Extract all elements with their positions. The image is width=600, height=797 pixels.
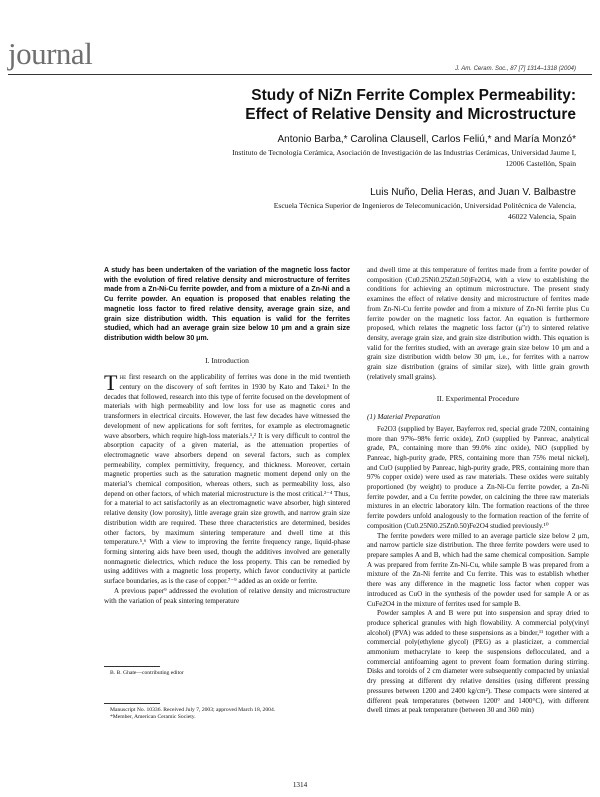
affiliation-1-line-1: Instituto de Tecnología Cerámica, Asociación de Investigación de las Industrias Cerámicas, Universidad Jaume I, bbox=[232, 148, 576, 157]
footnote-rule-2 bbox=[104, 703, 160, 704]
affiliation-2 bbox=[136, 201, 576, 222]
journal-citation: J. Am. Ceram. Soc., 87 [7] 1314–1318 (2004) bbox=[455, 66, 576, 72]
affiliation-2-line-2: 46022 Valencia, Spain bbox=[508, 211, 576, 221]
right-column bbox=[367, 266, 589, 716]
material-paragraph-1: Fe2O3 (supplied by Bayer, Bayferrox red, special grade 720N, containing more than 97%–98% ferric oxide), ZnO (supplied by Panreac, analytical grade, PA, containing more than 99.0% zinc oxide), NiO (supplied by Panreac, high-purity grade, PRS, containing more than 75% metal nickel), and CuO (supplied by Panreac, high-purity grade, PRS, containing more than 97% copper oxide) were used as raw materials. These oxides were suitably proportioned (by weight) to produce a Zn-Ni-Cu ferrite powder, a Zn-Ni ferrite powder, and a Cu ferrite powder, on calcining the three raw materials mixtures in an electric laboratory kiln. The formation reactions of the three ferrite powders unfold analogously to the formation reaction of the ferrite of composition (Cu0.25Ni0.25Zn0.50)Fe2O4 studied previously.¹⁰ bbox=[367, 424, 589, 530]
material-paragraph-3: Powder samples A and B were put into suspension and spray dried to produce spherical granules with high flowability. A commercial poly(vinyl alcohol) (PVA) was added to these suspensions as a binder,¹¹ together with a commercial poly(ethylene glycol) (PEG) as a plasticizer, a commercial ammonium methacrylate to keep the suspensions deflocculated, and a commercial antifoaming agent to prevent foam formation during stirring. Disks and toroids of 2 cm diameter were subsequently compacted by uniaxial dry pressing at different dry relative densities (using different pressing pressures between 1200 and 2400 kg/cm²). These compacts were sintered at different peak temperatures (between 1200° and 1400°C), with different dwell times at peak temperature (between 30 and 360 min) bbox=[367, 609, 589, 715]
intro-paragraph-1-text: first research on the applicability of ferrites was done in the mid twentieth century on the discovery of soft ferrites in 1930 by Kato and Takei.¹ In the decades that followed, research into this type of ferrite focused on the development of materials with high permeability and low loss for use as magnetic cores and transformers in electrical circuits. However, the last few decades have witnessed the development of new applications for soft ferrites, for example as electromagnetic wave absorbers, which require high-loss materials.¹,² It is very difficult to control the absorption capacity of a given material, as the attenuation properties of electromagnetic wave absorbers depend on several factors, such as complex permeability, complex permittivity, frequency, and thickness. Moreover, certain magnetic properties such as the saturation magnetic moment depend only on the material’s chemical composition, whereas others, such as permeability loss, also depend on other factors, of which material microstructure is the most critical.²⁻⁴ Thus, for a material to act satisfactorily as an electromagnetic wave absorber, high sintered relative density (low porosity), little average grain size growth, and narrow grain size distribution width are required. These three characteristics are determined, besides other factors, by maximum sintering temperature and dwell time at this temperature.⁵,⁶ With a view to improving the ferrite frequency range, liquid-phase forming sintering aids have been used, though the additives involved are generally nonmagnetic dielectrics, which reduce the loss property. This can be remedied by using additives with a magnetic loss property, which favor conductivity at particle surface boundaries, as is the case of copper.⁷⁻⁹ added as an oxide or ferrite. bbox=[104, 373, 350, 586]
material-paragraph-2: The ferrite powders were milled to an average particle size below 2 μm, and narrow particle size distribution. The three ferrite powders were used to prepare samples A and B, which had the same chemical composition. Sample A was prepared from ferrite Zn-Ni-Cu, while sample B was prepared from a mixture of the Zn-Ni ferrite and Cu ferrite. This was to establish whether there was any difference in the magnetic loss factor when copper was introduced as CuO in the synthesis of the powder used for sample A or as CuFe2O4 in the mixture of ferrites used for sample B. bbox=[367, 531, 589, 608]
affiliation-1-line-2: 12006 Castellón, Spain bbox=[505, 158, 576, 168]
section-heading-introduction: I. Introduction bbox=[205, 355, 249, 365]
page-number: 1314 bbox=[292, 781, 308, 789]
intro-first-word: he bbox=[119, 373, 127, 382]
subsection-heading-material: (1) Material Preparation bbox=[367, 412, 441, 422]
journal-logo-word: journal bbox=[8, 36, 93, 71]
title-line-2: Effect of Relative Density and Microstructure bbox=[245, 106, 576, 123]
manuscript-note: Manuscript No. 10336. Received July 7, 2003; approved March 18, 2004. bbox=[110, 707, 276, 714]
affiliation-1 bbox=[136, 148, 576, 169]
left-column bbox=[104, 266, 350, 721]
right-paragraph-1: and dwell time at this temperature of ferrites made from a ferrite powder of composition (Cu0.25Ni0.25Zn0.50)Fe2O4, with a view to establishing the conditions for achieving an optimum microstructure. The present study examines the effect of relative density and microstructure of ferrites made from Zn-Ni-Cu ferrite powder and from a mixture of Zn-Ni ferrite plus Cu ferrite powder on the magnetic loss factor. An equation is furthermore proposed, which relates the magnetic loss factor (μ″r) to sintered relative density, average grain size, and grain size distribution width. This equation is valid for the ferrites studied, with an average grain size below 10 μm and a grain size distribution width below 30 μm, i.e., for ferrites with a narrow grain size distribution (grains of similar size), with little grain growth (relatively small grains). bbox=[367, 266, 589, 381]
author-list-1: Antonio Barba,* Carolina Clausell, Carlos Feliú,* and María Monzó* bbox=[277, 134, 576, 145]
header-rule bbox=[8, 74, 592, 75]
abstract: A study has been undertaken of the variation of the magnetic loss factor with the evolution of fired relative density and microstructure of ferrites made from a Zn-Ni-Cu ferrite powder, and from a mixture of a Zn-Ni and a Cu ferrite powder. An equation is proposed that enables relating the magnetic loss factor to fired relative density, average grain size, and grain size distribution width. This equation is valid for the ferrites studied, which had an average grain size below 10 μm and a grain size distribution width below 30 μm. bbox=[104, 267, 350, 342]
section-heading-experimental: II. Experimental Procedure bbox=[436, 394, 520, 404]
contributing-editor-note: B. B. Ghate—contributing editor bbox=[110, 670, 184, 677]
title-line-1: Study of NiZn Ferrite Complex Permeability: bbox=[251, 87, 576, 104]
paper-title bbox=[156, 86, 576, 124]
intro-paragraph-2: A previous paper⁹ addressed the evolution of relative density and microstructure with the variation of peak sintering temperature bbox=[104, 586, 350, 605]
affiliation-2-line-1: Escuela Técnica Superior de Ingenieros de Telecomunicación, Universidad Politécnica de Valencia, bbox=[273, 201, 576, 210]
drop-cap: T bbox=[104, 370, 118, 396]
intro-paragraph-1 bbox=[104, 370, 350, 586]
member-note: *Member, American Ceramic Society. bbox=[110, 714, 196, 721]
footnote-rule bbox=[104, 666, 160, 667]
author-list-2: Luis Nuño, Delia Heras, and Juan V. Balbastre bbox=[370, 187, 576, 198]
